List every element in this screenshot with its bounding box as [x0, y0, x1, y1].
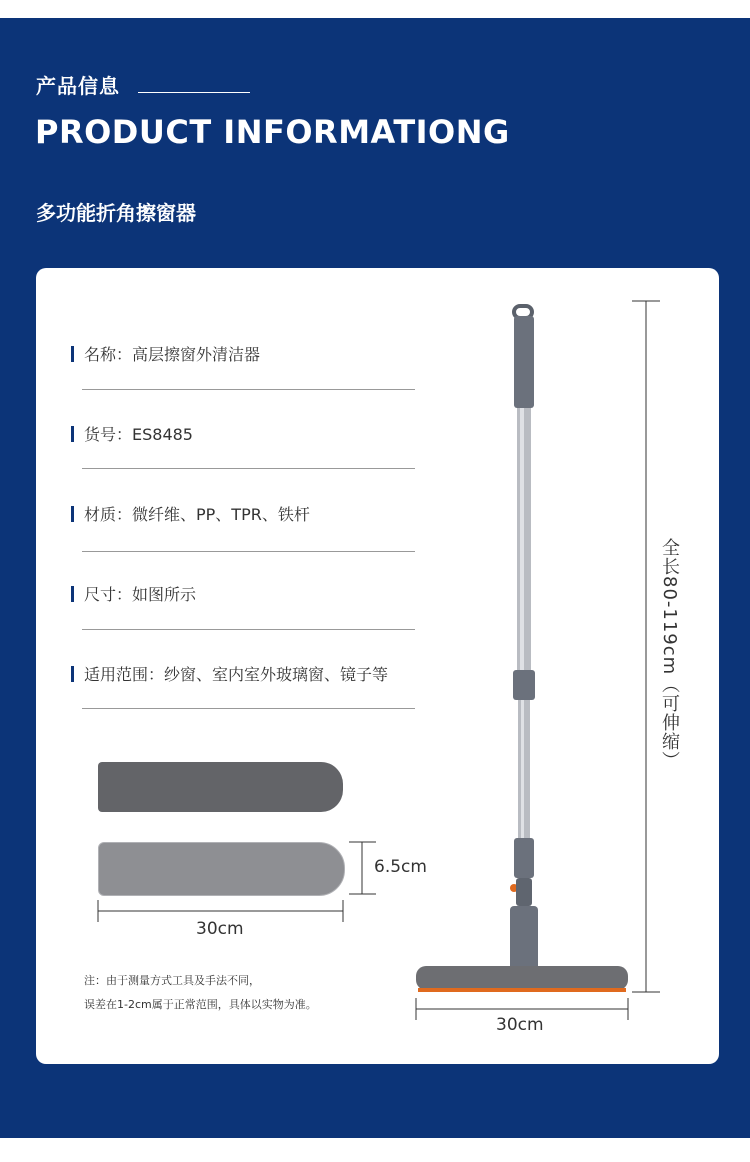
- rubber-blade: [418, 988, 626, 992]
- pad-width-label: 30cm: [196, 919, 244, 939]
- spec-text: 尺寸：如图所示: [84, 585, 197, 604]
- total-length-label: 全长80-119cm（可伸缩）: [659, 538, 680, 771]
- spec-text: 适用范围：纱窗、室内室外玻璃窗、镜子等: [84, 665, 389, 684]
- pad-height-label: 6.5cm: [374, 857, 427, 877]
- lock-collar: [513, 670, 535, 700]
- illustration: [36, 268, 719, 1064]
- squeegee-head: [416, 966, 628, 990]
- head-width-label: 30cm: [496, 1015, 544, 1035]
- spec-text: 材质：微纤维、PP、TPR、铁杆: [84, 505, 310, 524]
- info-card: [36, 268, 719, 1064]
- head-neck: [510, 906, 538, 970]
- spec-text: 名称：高层擦窗外清洁器: [84, 345, 261, 364]
- handle-grip: [514, 316, 534, 408]
- page-title: PRODUCT INFORMATIONG: [35, 113, 510, 151]
- note-line-2: 误差在1-2cm属于正常范围，具体以实物为准。: [84, 998, 317, 1011]
- spec-text: 货号：ES8485: [84, 425, 193, 444]
- label-underline: [138, 92, 250, 93]
- note-line-1: 注：由于测量方式工具及手法不同，: [84, 974, 260, 987]
- product-subtitle: 多功能折角擦窗器: [36, 201, 196, 225]
- hinge-joint: [514, 838, 534, 878]
- section-label: 产品信息: [36, 74, 120, 98]
